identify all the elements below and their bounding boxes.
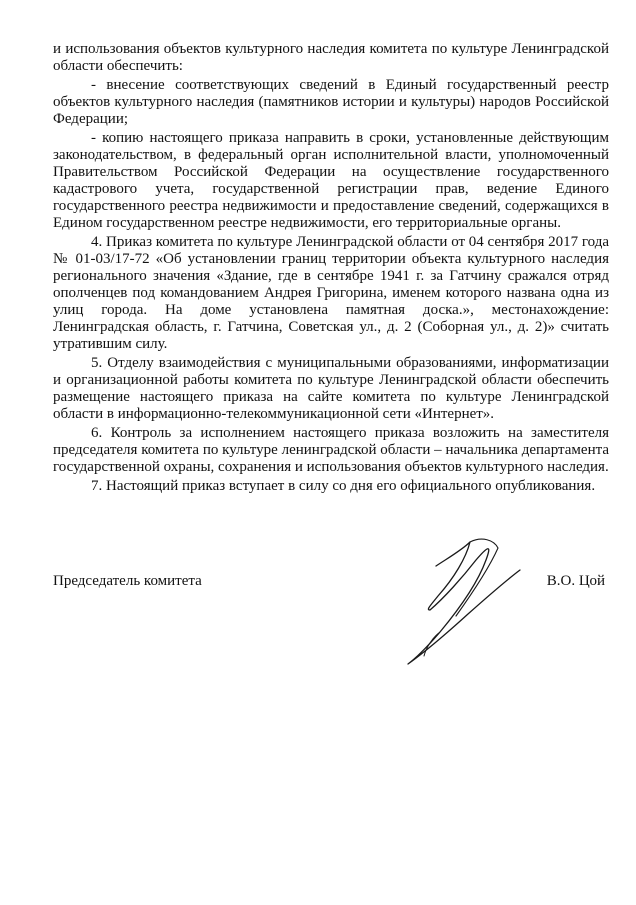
paragraph-item-7: 7. Настоящий приказ вступает в силу со дня его официального опубликования. bbox=[91, 478, 596, 494]
paragraph-send-copy: - копию настоящего приказа направить в сроки, установленные действующим законодательством, в федеральный орган исполнительной власти, уполномоченный Правительством Российской Федерации на осуществление государственного кадастрового учета, государственной регистрации прав, ведение Единого государственного реестра недвижимости и предоставление сведений, содержащихся в Едином государственном реестре недвижимости, его территориальные органы. bbox=[53, 130, 609, 231]
signer-title: Председатель комитета bbox=[53, 573, 202, 589]
paragraph-item-4: 4. Приказ комитета по культуре Ленинградской области от 04 сентября 2017 года № 01-03/17-72 «Об установлении границ территории объекта культурного наследия регионального значения «Здание, где в сентябре 1941 г. за Гатчину сражался отряд ополченцев под командованием Андрея Григорина, именем которого названа одна из улиц города. На доме установлена памятная доска.», местонахождение: Ленинградская область, г. Гатчина, Советская ул., д. 2 (Соборная ул., д. 2)» считать утратившим силу. bbox=[53, 234, 609, 352]
handwritten-signature bbox=[396, 538, 536, 668]
signer-name: В.О. Цой bbox=[546, 573, 605, 589]
paragraph-item-5: 5. Отделу взаимодействия с муниципальными образованиями, информатизации и организационной работы комитета по культуре Ленинградской области обеспечить размещение настоящего приказа на сайте комитета по культуре Ленинградской области в информационно-телекоммуникационной сети «Интернет». bbox=[53, 355, 609, 422]
document-body bbox=[53, 41, 609, 497]
paragraph-item-6: 6. Контроль за исполнением настоящего приказа возложить на заместителя председателя комитета по культуре ленинградской области – начальника департамента государственной охраны, сохранения и использования объектов культурного наследия. bbox=[53, 425, 609, 475]
paragraph-registry-entry: - внесение соответствующих сведений в Единый государственный реестр объектов культурного наследия (памятников истории и культуры) народов Российской Федерации; bbox=[53, 77, 609, 127]
paragraph-continuation: и использования объектов культурного наследия комитета по культуре Ленинградской области обеспечить: bbox=[53, 41, 609, 74]
